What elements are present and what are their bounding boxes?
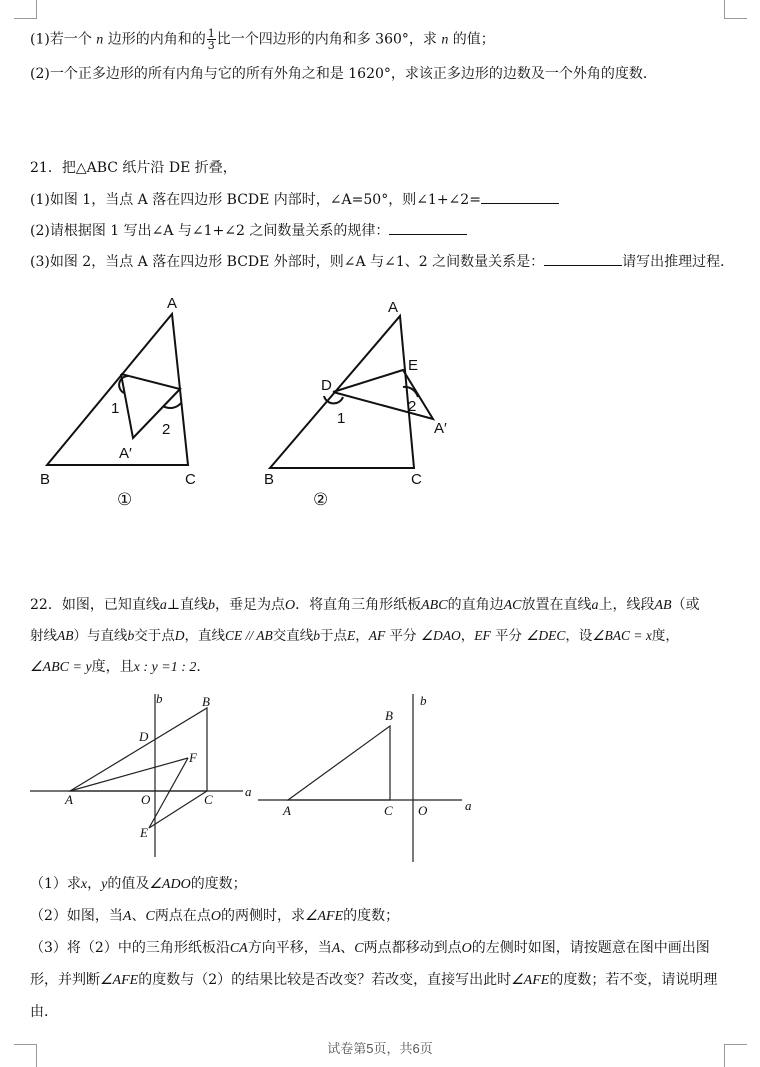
- q22-fig1-label-b: b: [156, 691, 163, 706]
- fig2-label-C: C: [411, 471, 422, 488]
- q22-sub1: （1）求x，y的值及∠ADO的度数；: [30, 876, 247, 892]
- q22-line1: 22．如图，已知直线a⊥直线b，垂足为点O．将直角三角形纸板ABC的直角边AC放置在直线a上，线段AB（或: [30, 597, 700, 613]
- fig2-label-D: D: [321, 377, 332, 394]
- q22-fig1-label-F: F: [189, 750, 197, 765]
- answer-blank-2: [389, 220, 467, 235]
- q21-part3: (3)如图 2，当点 A 落在四边形 BCDE 外部时，则∠A 与∠1、2 之间数量关系是： 请写出推理过程．: [30, 251, 734, 272]
- triangle-abc-fig1: [47, 314, 188, 465]
- q22-fig2-label-B: B: [385, 708, 393, 723]
- page-footer: 试卷第5页，共6页: [327, 1041, 433, 1056]
- q21-figure-2: [270, 316, 433, 468]
- fig1-label-A: A: [167, 295, 178, 312]
- fig2-label-1: 1: [337, 410, 346, 427]
- segment-ce: [149, 791, 207, 828]
- fig2-label-B: B: [264, 471, 275, 488]
- q22-fig1-label-C: C: [204, 792, 213, 807]
- q22-sub3-line2: 形，并判断∠AFE的度数与（2）的结果比较是否改变？若改变，直接写出此时∠AFE的度数；若不变，请说明理: [30, 972, 718, 988]
- q22-fig1-label-A: A: [65, 792, 73, 807]
- segment-af: [70, 758, 188, 791]
- corner-mark-top-left: [14, 0, 37, 19]
- fig2-label-E: E: [408, 357, 419, 374]
- fig1-label-1: 1: [111, 400, 120, 417]
- fig1-label-2: 2: [162, 421, 171, 438]
- q22-sub2: （2）如图，当A、C两点在点O的两侧时，求∠AFE的度数；: [30, 908, 400, 924]
- q22-line3: ∠ABC = y度，且x : y =1 : 2．: [30, 659, 211, 675]
- fold-line-fig1: [121, 374, 180, 438]
- q20-part2: (2)一个正多边形的所有内角与它的所有外角之和是 1620°，求该正多边形的边数及一个外角的度数．: [30, 66, 657, 82]
- fig1-label-B: B: [40, 471, 51, 488]
- q22-fig2-label-C: C: [384, 803, 393, 818]
- q21-figure-1: [47, 314, 188, 465]
- triangle-abc-q22-fig2: [288, 726, 390, 800]
- q21-figures: [0, 280, 760, 520]
- fig2-label-A-prime: A′: [434, 420, 447, 437]
- angle-2-arc-fig2: [403, 387, 418, 397]
- q21-part2: (2)请根据图 1 写出∠A 与∠1+∠2 之间数量关系的规律：: [30, 220, 467, 241]
- triangle-abc-q22-fig1: [70, 708, 207, 791]
- q22-sub3-line1: （3）将（2）中的三角形纸板沿CA方向平移，当A、C两点都移动到点O的左侧时如图，请按题意在图中画出图: [30, 940, 710, 956]
- fig1-label-A-prime: A′: [119, 445, 132, 462]
- angle-1-arc-fig2: [324, 396, 343, 403]
- q22-figure-1: [30, 694, 243, 857]
- answer-blank-3: [544, 251, 622, 266]
- triangle-abc-fig2: [270, 316, 417, 468]
- q22-fig2-label-A: A: [283, 803, 291, 818]
- q22-fig1-label-a: a: [245, 784, 252, 799]
- q22-fig2-label-a: a: [465, 798, 472, 813]
- q22-fig2-label-b: b: [420, 693, 427, 708]
- q22-figures: [0, 688, 760, 868]
- q22-fig2-label-O: O: [418, 803, 428, 818]
- q21-part1: (1)如图 1，当点 A 落在四边形 BCDE 内部时，∠A=50°，则∠1+∠2=: [30, 189, 559, 210]
- q20-part1: (1)若一个 n 边形的内角和的 $\frac{1}{3}$ 比一个四边形的内角和多 360°，求 n 的值；: [30, 27, 495, 52]
- fig2-label-A: A: [388, 299, 399, 316]
- fraction-one-third: $\frac{1}{3}$: [207, 27, 215, 52]
- q21-title: 21．把△ABC 纸片沿 DE 折叠，: [30, 160, 237, 176]
- q22-fig1-label-O: O: [141, 792, 151, 807]
- answer-blank-1: [481, 189, 559, 204]
- fig2-caption: ②: [313, 490, 329, 509]
- q22-line2: 射线AB）与直线b交于点D，直线CE // AB交直线b于点E，AF 平分 ∠DAO，EF 平分 ∠DEC，设∠BAC = x度，: [30, 628, 679, 644]
- q22-fig1-label-B: B: [202, 694, 210, 709]
- fig1-label-C: C: [185, 471, 196, 488]
- corner-mark-top-right: [724, 0, 747, 19]
- q22-fig1-label-E: E: [140, 825, 148, 840]
- q22-sub3-line3: 由．: [30, 1004, 58, 1020]
- fig1-caption: ①: [117, 490, 133, 509]
- fig2-label-2: 2: [408, 398, 417, 415]
- q22-figure-2: [258, 694, 462, 862]
- q22-fig1-label-D: D: [139, 729, 149, 744]
